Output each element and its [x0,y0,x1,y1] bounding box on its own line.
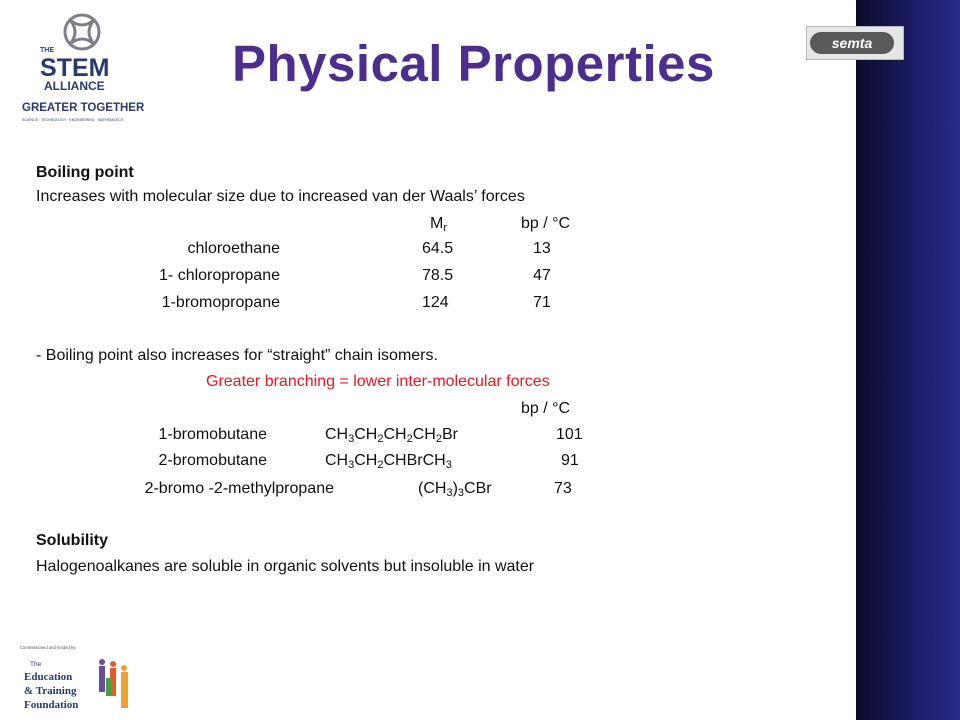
stem-swirl-icon [65,15,99,49]
row-1-mr: 64.5 [422,240,454,257]
stem-the-label: THE [40,47,54,54]
row-1-bp: 13 [533,240,551,257]
row-2-mr: 78.5 [422,267,454,284]
etf-commissioned: Commissioned and funded by [20,645,76,650]
etf-figures-icon [99,659,128,708]
etf-line3: Foundation [24,699,79,711]
page-title: Physical Properties [232,35,715,92]
stem-main-label: STEM [40,54,110,82]
boiling-heading: Boiling point [36,164,134,181]
solubility-heading: Solubility [36,532,108,549]
isomer-3-bp: 73 [554,480,572,497]
col-bp-header: bp / °C [521,215,571,232]
stem-alliance-logo [20,8,150,128]
stem-tagline: GREATER TOGETHER [22,102,145,114]
row-3-name: 1-bromopropane [161,294,280,311]
etf-the: The [30,661,42,668]
isomer-3-name: 2-bromo -2-methylpropane [144,480,334,497]
semta-label: semta [831,35,873,51]
row-2-name: 1- chloropropane [159,267,280,284]
row-3-mr: 124 [422,294,449,311]
isomer-note: - Boiling point also increases for “straight” chain isomers. [36,347,438,364]
isomer-3-formula: $(CH_3)_3CBr$ [418,480,492,499]
col-bp2-header: bp / °C [521,400,571,417]
isomer-2-name: 2-bromobutane [158,452,267,469]
etf-line1: Education [24,671,73,683]
stem-alliance-label: ALLIANCE [44,79,105,93]
row-3-bp: 71 [533,294,551,311]
isomer-1-formula: $CH_3CH_2CH_2CH_2Br$ [325,426,458,445]
isomer-1-name: 1-bromobutane [158,426,267,443]
stem-subjects: SCIENCE · TECHNOLOGY · ENGINEERING · MATHEMATICS [22,118,124,122]
right-sidebar-band [856,0,960,720]
col-mr-header: $M_r$ [430,215,447,234]
isomer-2-formula: $CH_3CH_2CHBrCH_3$ [325,452,452,471]
isomer-2-bp: 91 [561,452,579,469]
etf-logo [20,642,135,716]
solubility-text: Halogenoalkanes are soluble in organic solvents but insoluble in water [36,558,535,575]
row-2-bp: 47 [533,267,551,284]
isomer-1-bp: 101 [556,426,583,443]
etf-line2: & Training [24,685,77,697]
semta-logo [806,26,904,60]
boiling-intro: Increases with molecular size due to increased van der Waals’ forces [36,188,525,205]
branching-note: Greater branching = lower inter-molecular forces [206,373,550,390]
row-1-name: chloroethane [187,240,280,257]
